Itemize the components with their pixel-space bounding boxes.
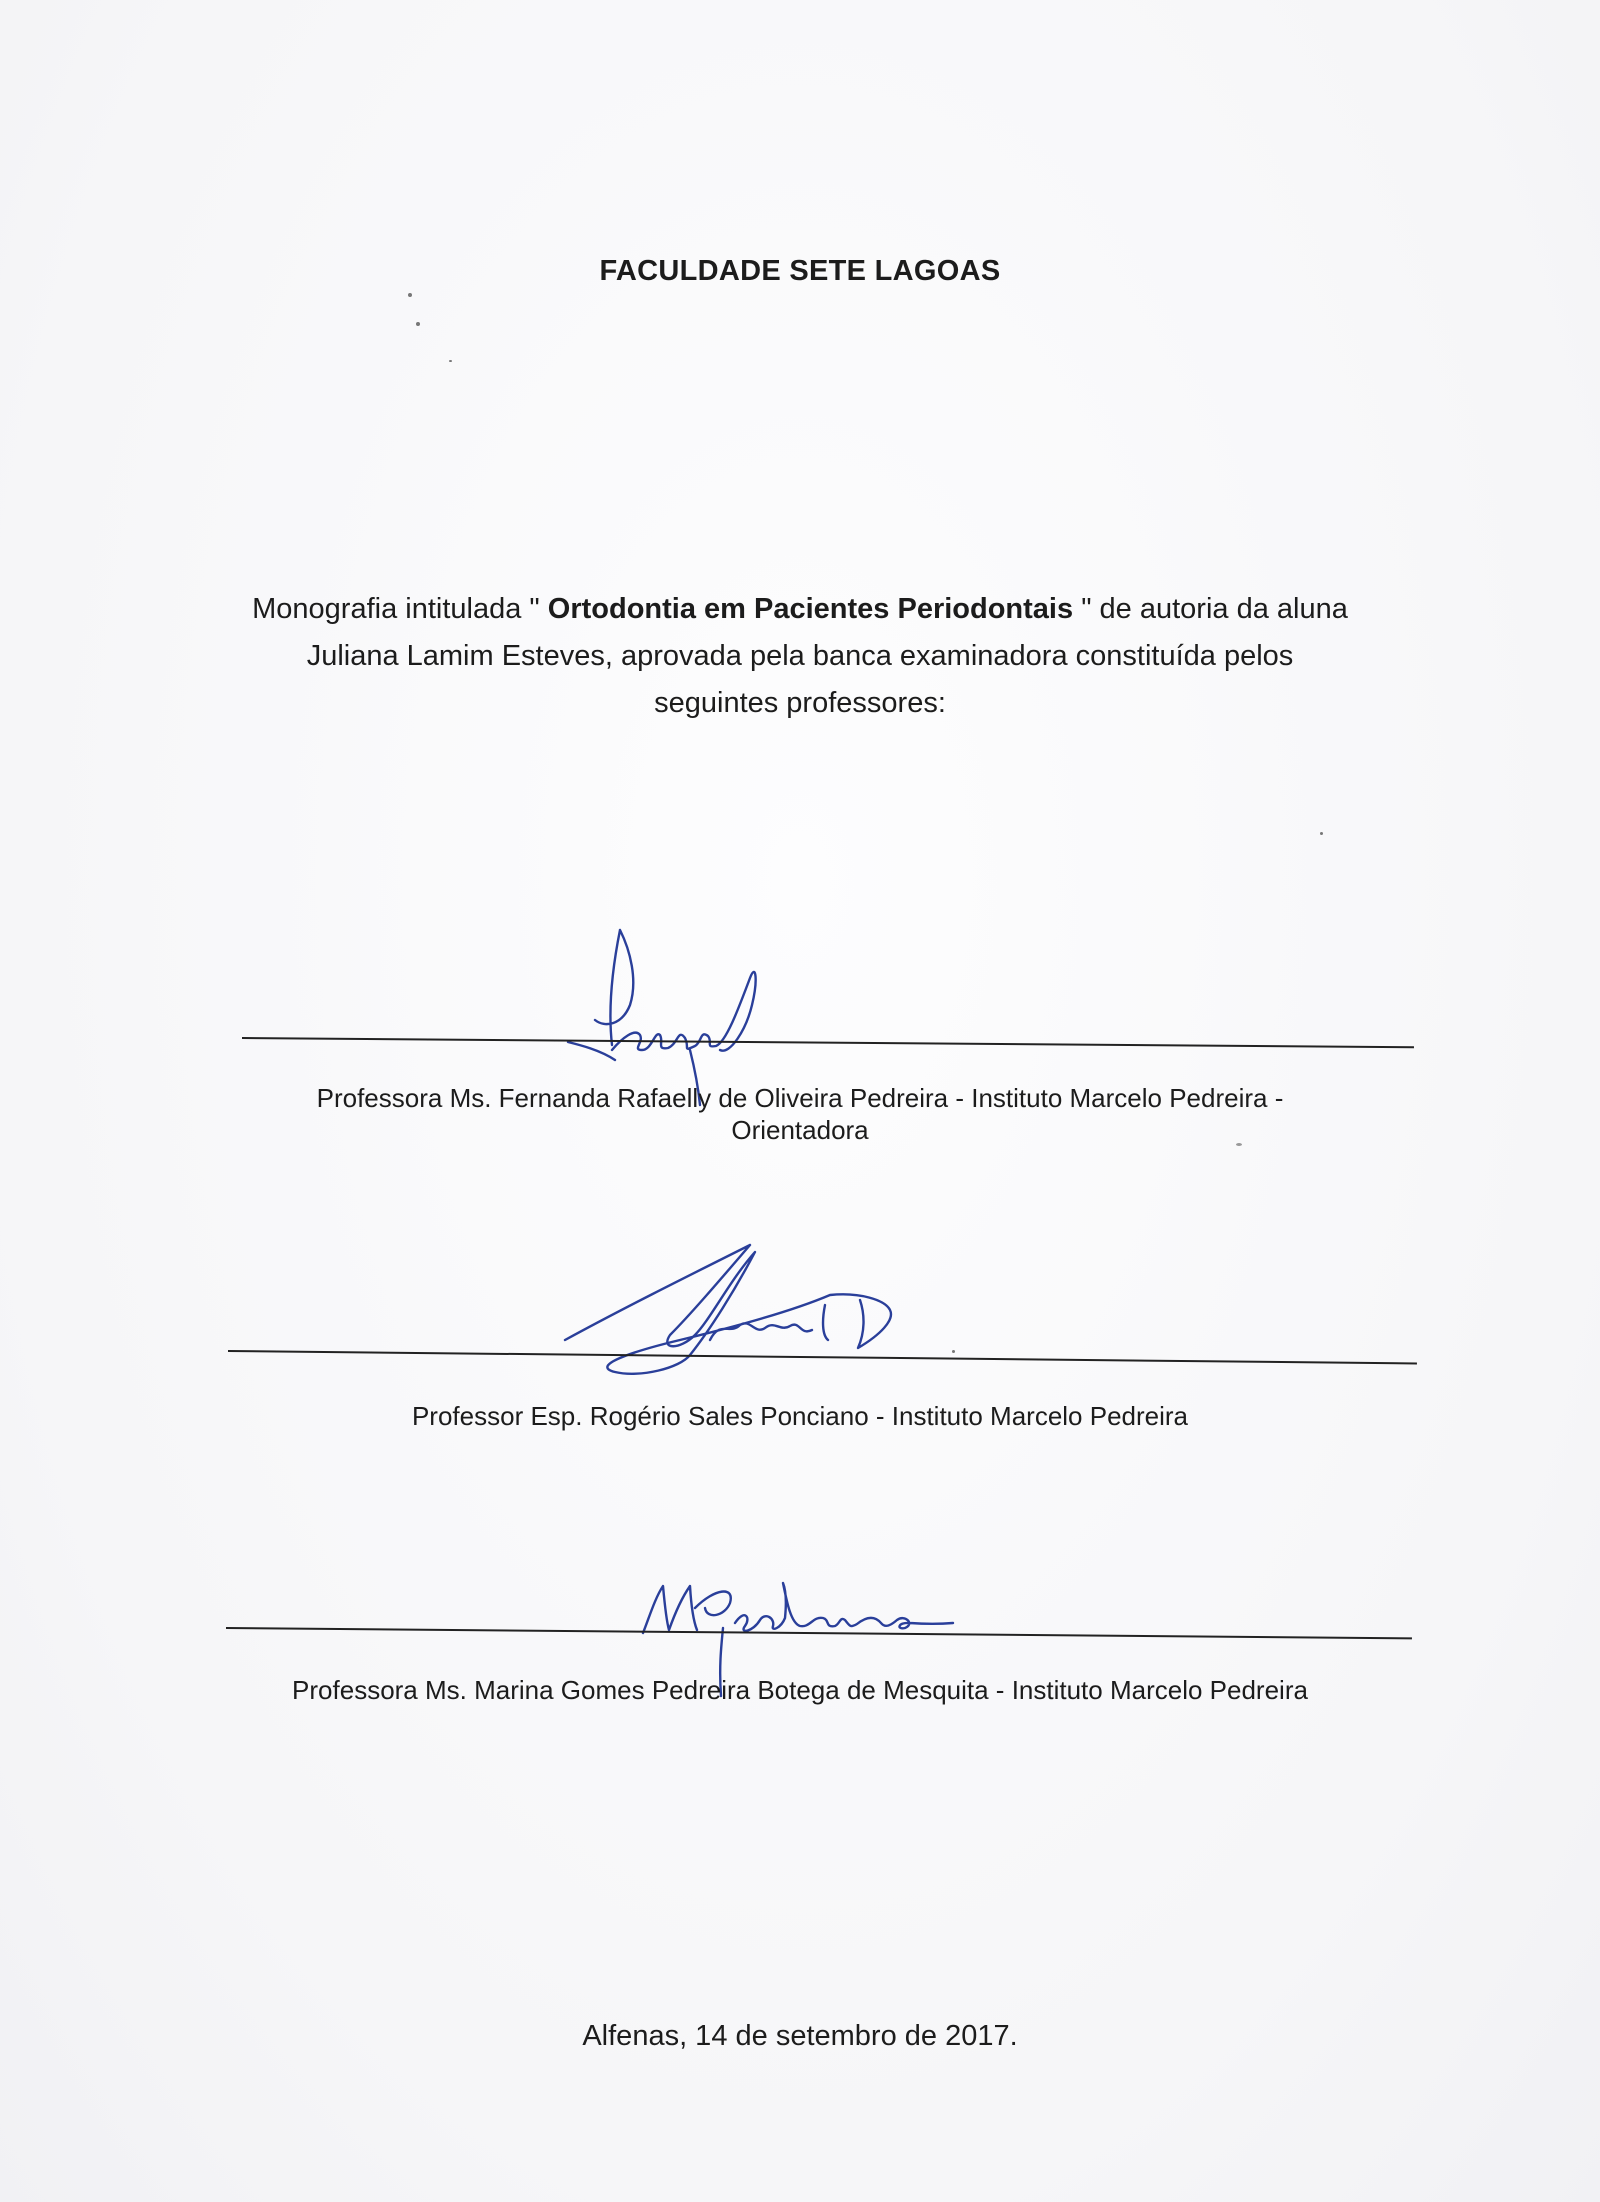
examiner-1-role: Orientadora — [731, 1115, 869, 1145]
scan-speck — [952, 1350, 955, 1353]
scan-speck — [1320, 832, 1323, 835]
scan-speck — [416, 322, 420, 326]
date-line: Alfenas, 14 de setembro de 2017. — [582, 2020, 1018, 2052]
approval-paragraph — [200, 586, 1400, 727]
institution-title: FACULDADE SETE LAGOAS — [599, 255, 1001, 287]
approval-line-3: seguintes professores: — [654, 687, 946, 719]
scan-speck — [408, 293, 412, 297]
approval-suffix: " de autoria da aluna — [1081, 593, 1348, 625]
examiner-1-caption — [200, 1082, 1400, 1146]
signature-line-1 — [242, 1037, 1414, 1048]
examiner-3-name: Professora Ms. Marina Gomes Pedreira Botega de Mesquita - Instituto Marcelo Pedreira — [292, 1675, 1308, 1705]
signature-examiner-1 — [560, 910, 780, 1110]
approval-line-1 — [200, 586, 1400, 633]
examiner-2-caption — [200, 1400, 1400, 1432]
approval-line-2: Juliana Lamim Esteves, aprovada pela banca examinadora constituída pelos — [306, 640, 1294, 672]
examiner-3-caption — [180, 1674, 1420, 1706]
scan-speck — [449, 360, 452, 362]
examiner-1-name: Professora Ms. Fernanda Rafaelly de Oliveira Pedreira - Instituto Marcelo Pedreira - — [316, 1083, 1284, 1113]
thesis-title: Ortodontia em Pacientes Periodontais — [539, 593, 1082, 625]
approval-prefix: Monografia intitulada " — [252, 593, 540, 625]
signature-examiner-2 — [560, 1240, 940, 1390]
examiner-2-name: Professor Esp. Rogério Sales Ponciano - Instituto Marcelo Pedreira — [411, 1401, 1189, 1431]
